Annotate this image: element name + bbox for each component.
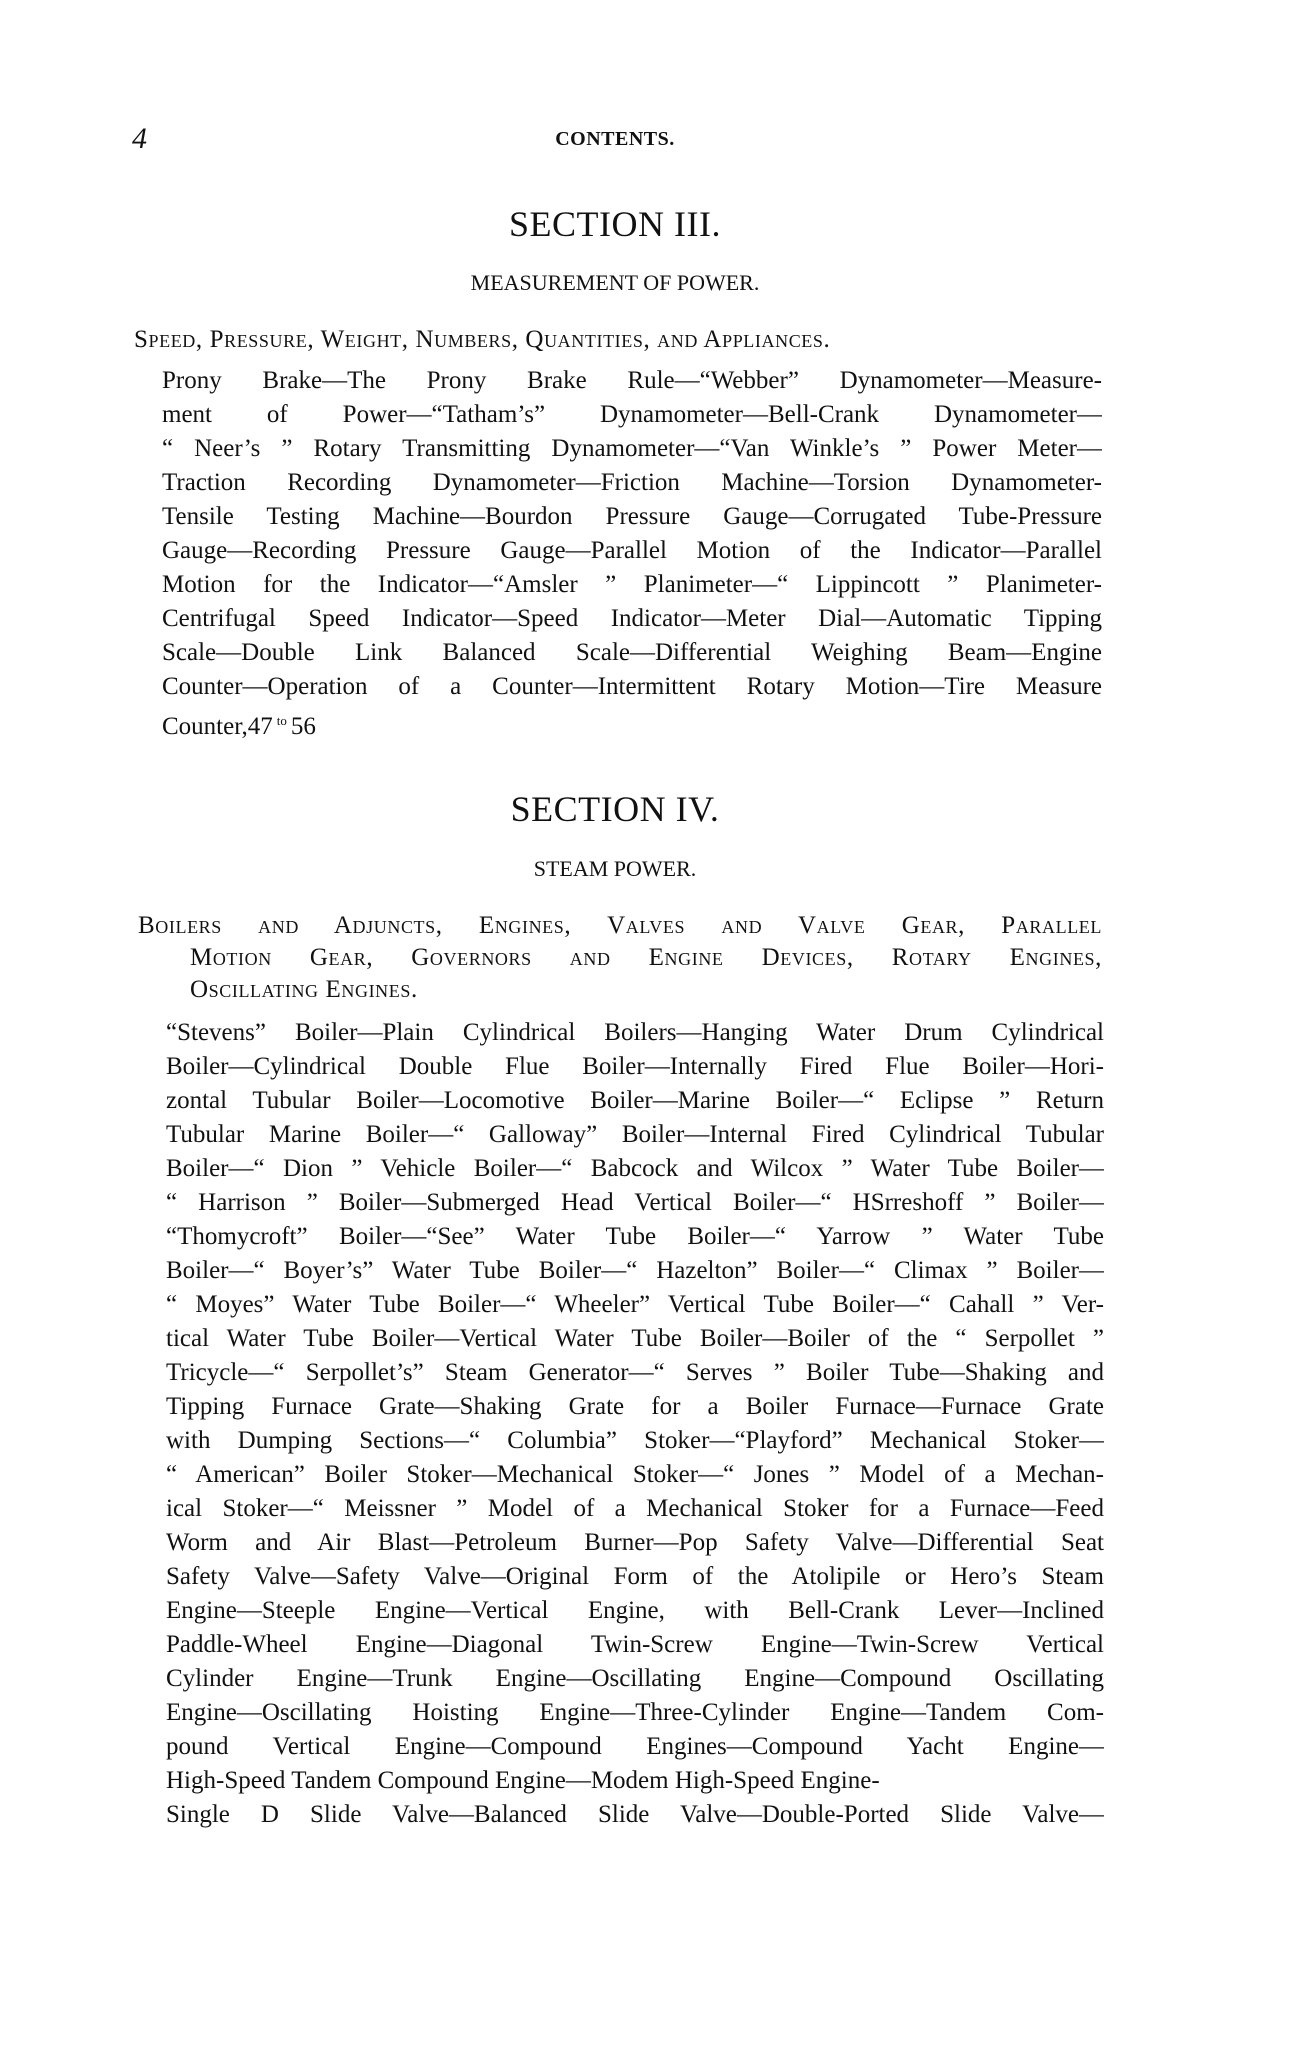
contents-line: Boiler—Cylindrical Double Flue Boiler—Internally Fired Flue Boiler—Hori-: [166, 1053, 1104, 1080]
contents-last-line: [162, 704, 1102, 738]
section-4-title: SECTION IV.: [510, 789, 720, 829]
contents-line: Motion for the Indicator—“Amsler ” Planimeter—“ Lippincott ” Planimeter-: [162, 571, 1102, 598]
page-range-to: to: [276, 713, 287, 728]
contents-line: Safety Valve—Safety Valve—Original Form of the Atolipile or Hero’s Steam: [166, 1563, 1104, 1590]
page-range-start: Counter,47: [162, 713, 273, 738]
contents-line: “ Neer’s ” Rotary Transmitting Dynamometer—“Van Winkle’s ” Power Meter—: [162, 435, 1102, 462]
contents-line: Engine—Steeple Engine—Vertical Engine, with Bell-Crank Lever—Inclined: [166, 1597, 1104, 1624]
contents-line: “Thomycroft” Boiler—“See” Water Tube Boiler—“ Yarrow ” Water Tube: [166, 1223, 1104, 1250]
contents-line: “Stevens” Boiler—Plain Cylindrical Boilers—Hanging Water Drum Cylindrical: [166, 1019, 1104, 1046]
page-range-end: 56: [290, 713, 316, 738]
contents-line: Gauge—Recording Pressure Gauge—Parallel Motion of the Indicator—Parallel: [162, 537, 1102, 564]
section-3-subtitle: MEASUREMENT OF POWER.: [470, 270, 760, 295]
contents-line: ment of Power—“Tatham’s” Dynamometer—Bell-Crank Dynamometer—: [162, 401, 1102, 428]
contents-line: Tensile Testing Machine—Bourdon Pressure Gauge—Corrugated Tube-Pressure: [162, 503, 1102, 530]
contents-line: Cylinder Engine—Trunk Engine—Oscillating Engine—Compound Oscillating: [166, 1665, 1104, 1692]
contents-line: Prony Brake—The Prony Brake Rule—“Webber” Dynamometer—Measure-: [162, 367, 1102, 394]
contents-line: Tubular Marine Boiler—“ Galloway” Boiler—Internal Fired Cylindrical Tubular: [166, 1121, 1104, 1148]
contents-line: Boiler—“ Boyer’s” Water Tube Boiler—“ Hazelton” Boiler—“ Climax ” Boiler—: [166, 1257, 1104, 1284]
contents-line: Boiler—“ Dion ” Vehicle Boiler—“ Babcock and Wilcox ” Water Tube Boiler—: [166, 1155, 1104, 1182]
contents-line: “ Moyes” Water Tube Boiler—“ Wheeler” Vertical Tube Boiler—“ Cahall ” Ver-: [166, 1291, 1104, 1318]
contents-line: Paddle-Wheel Engine—Diagonal Twin-Screw Engine—Twin-Screw Vertical: [166, 1631, 1104, 1658]
contents-line: Single D Slide Valve—Balanced Slide Valve—Double-Ported Slide Valve—: [166, 1801, 1104, 1828]
contents-line: Engine—Oscillating Hoisting Engine—Three-Cylinder Engine—Tandem Com-: [166, 1699, 1104, 1726]
page-number: 4: [132, 122, 147, 155]
contents-line: “ American” Boiler Stoker—Mechanical Stoker—“ Jones ” Model of a Mechan-: [166, 1461, 1104, 1488]
contents-line: ical Stoker—“ Meissner ” Model of a Mechanical Stoker for a Furnace—Feed: [166, 1495, 1104, 1522]
section-3-heading: Speed, Pressure, Weight, Numbers, Quantities, and Appliances.: [134, 326, 831, 353]
contents-line: Worm and Air Blast—Petroleum Burner—Pop Safety Valve—Differential Seat: [166, 1529, 1104, 1556]
section-4-heading-line: Oscillating Engines.: [190, 976, 418, 1003]
contents-line: Counter—Operation of a Counter—Intermittent Rotary Motion—Tire Measure: [162, 673, 1102, 700]
contents-line: “ Harrison ” Boiler—Submerged Head Vertical Boiler—“ HSrreshoff ” Boiler—: [166, 1189, 1104, 1216]
contents-line: with Dumping Sections—“ Columbia” Stoker—“Playford” Mechanical Stoker—: [166, 1427, 1104, 1454]
section-4-contents: [166, 1016, 1104, 1832]
contents-line: Tricycle—“ Serpollet’s” Steam Generator—“ Serves ” Boiler Tube—Shaking and: [166, 1359, 1104, 1386]
contents-line: High-Speed Tandem Compound Engine—Modem High-Speed Engine-: [166, 1767, 880, 1794]
contents-line: Centrifugal Speed Indicator—Speed Indicator—Meter Dial—Automatic Tipping: [162, 605, 1102, 632]
section-4-heading-line: Motion Gear, Governors and Engine Devices, Rotary Engines,: [190, 944, 1102, 971]
contents-line: Scale—Double Link Balanced Scale—Differential Weighing Beam—Engine: [162, 639, 1102, 666]
section-3-title: SECTION III.: [509, 204, 721, 244]
section-4-subtitle: STEAM POWER.: [533, 856, 697, 881]
contents-line: Traction Recording Dynamometer—Friction Machine—Torsion Dynamometer-: [162, 469, 1102, 496]
section-4-heading-line: Boilers and Adjuncts, Engines, Valves and Valve Gear, Parallel: [138, 912, 1102, 939]
contents-line: zontal Tubular Boiler—Locomotive Boiler—Marine Boiler—“ Eclipse ” Return: [166, 1087, 1104, 1114]
contents-line: Tipping Furnace Grate—Shaking Grate for a Boiler Furnace—Furnace Grate: [166, 1393, 1104, 1420]
running-head: CONTENTS.: [555, 128, 675, 150]
section-3-contents: [162, 364, 1102, 738]
contents-line: tical Water Tube Boiler—Vertical Water Tube Boiler—Boiler of the “ Serpollet ”: [166, 1325, 1104, 1352]
contents-line: pound Vertical Engine—Compound Engines—Compound Yacht Engine—: [166, 1733, 1104, 1760]
